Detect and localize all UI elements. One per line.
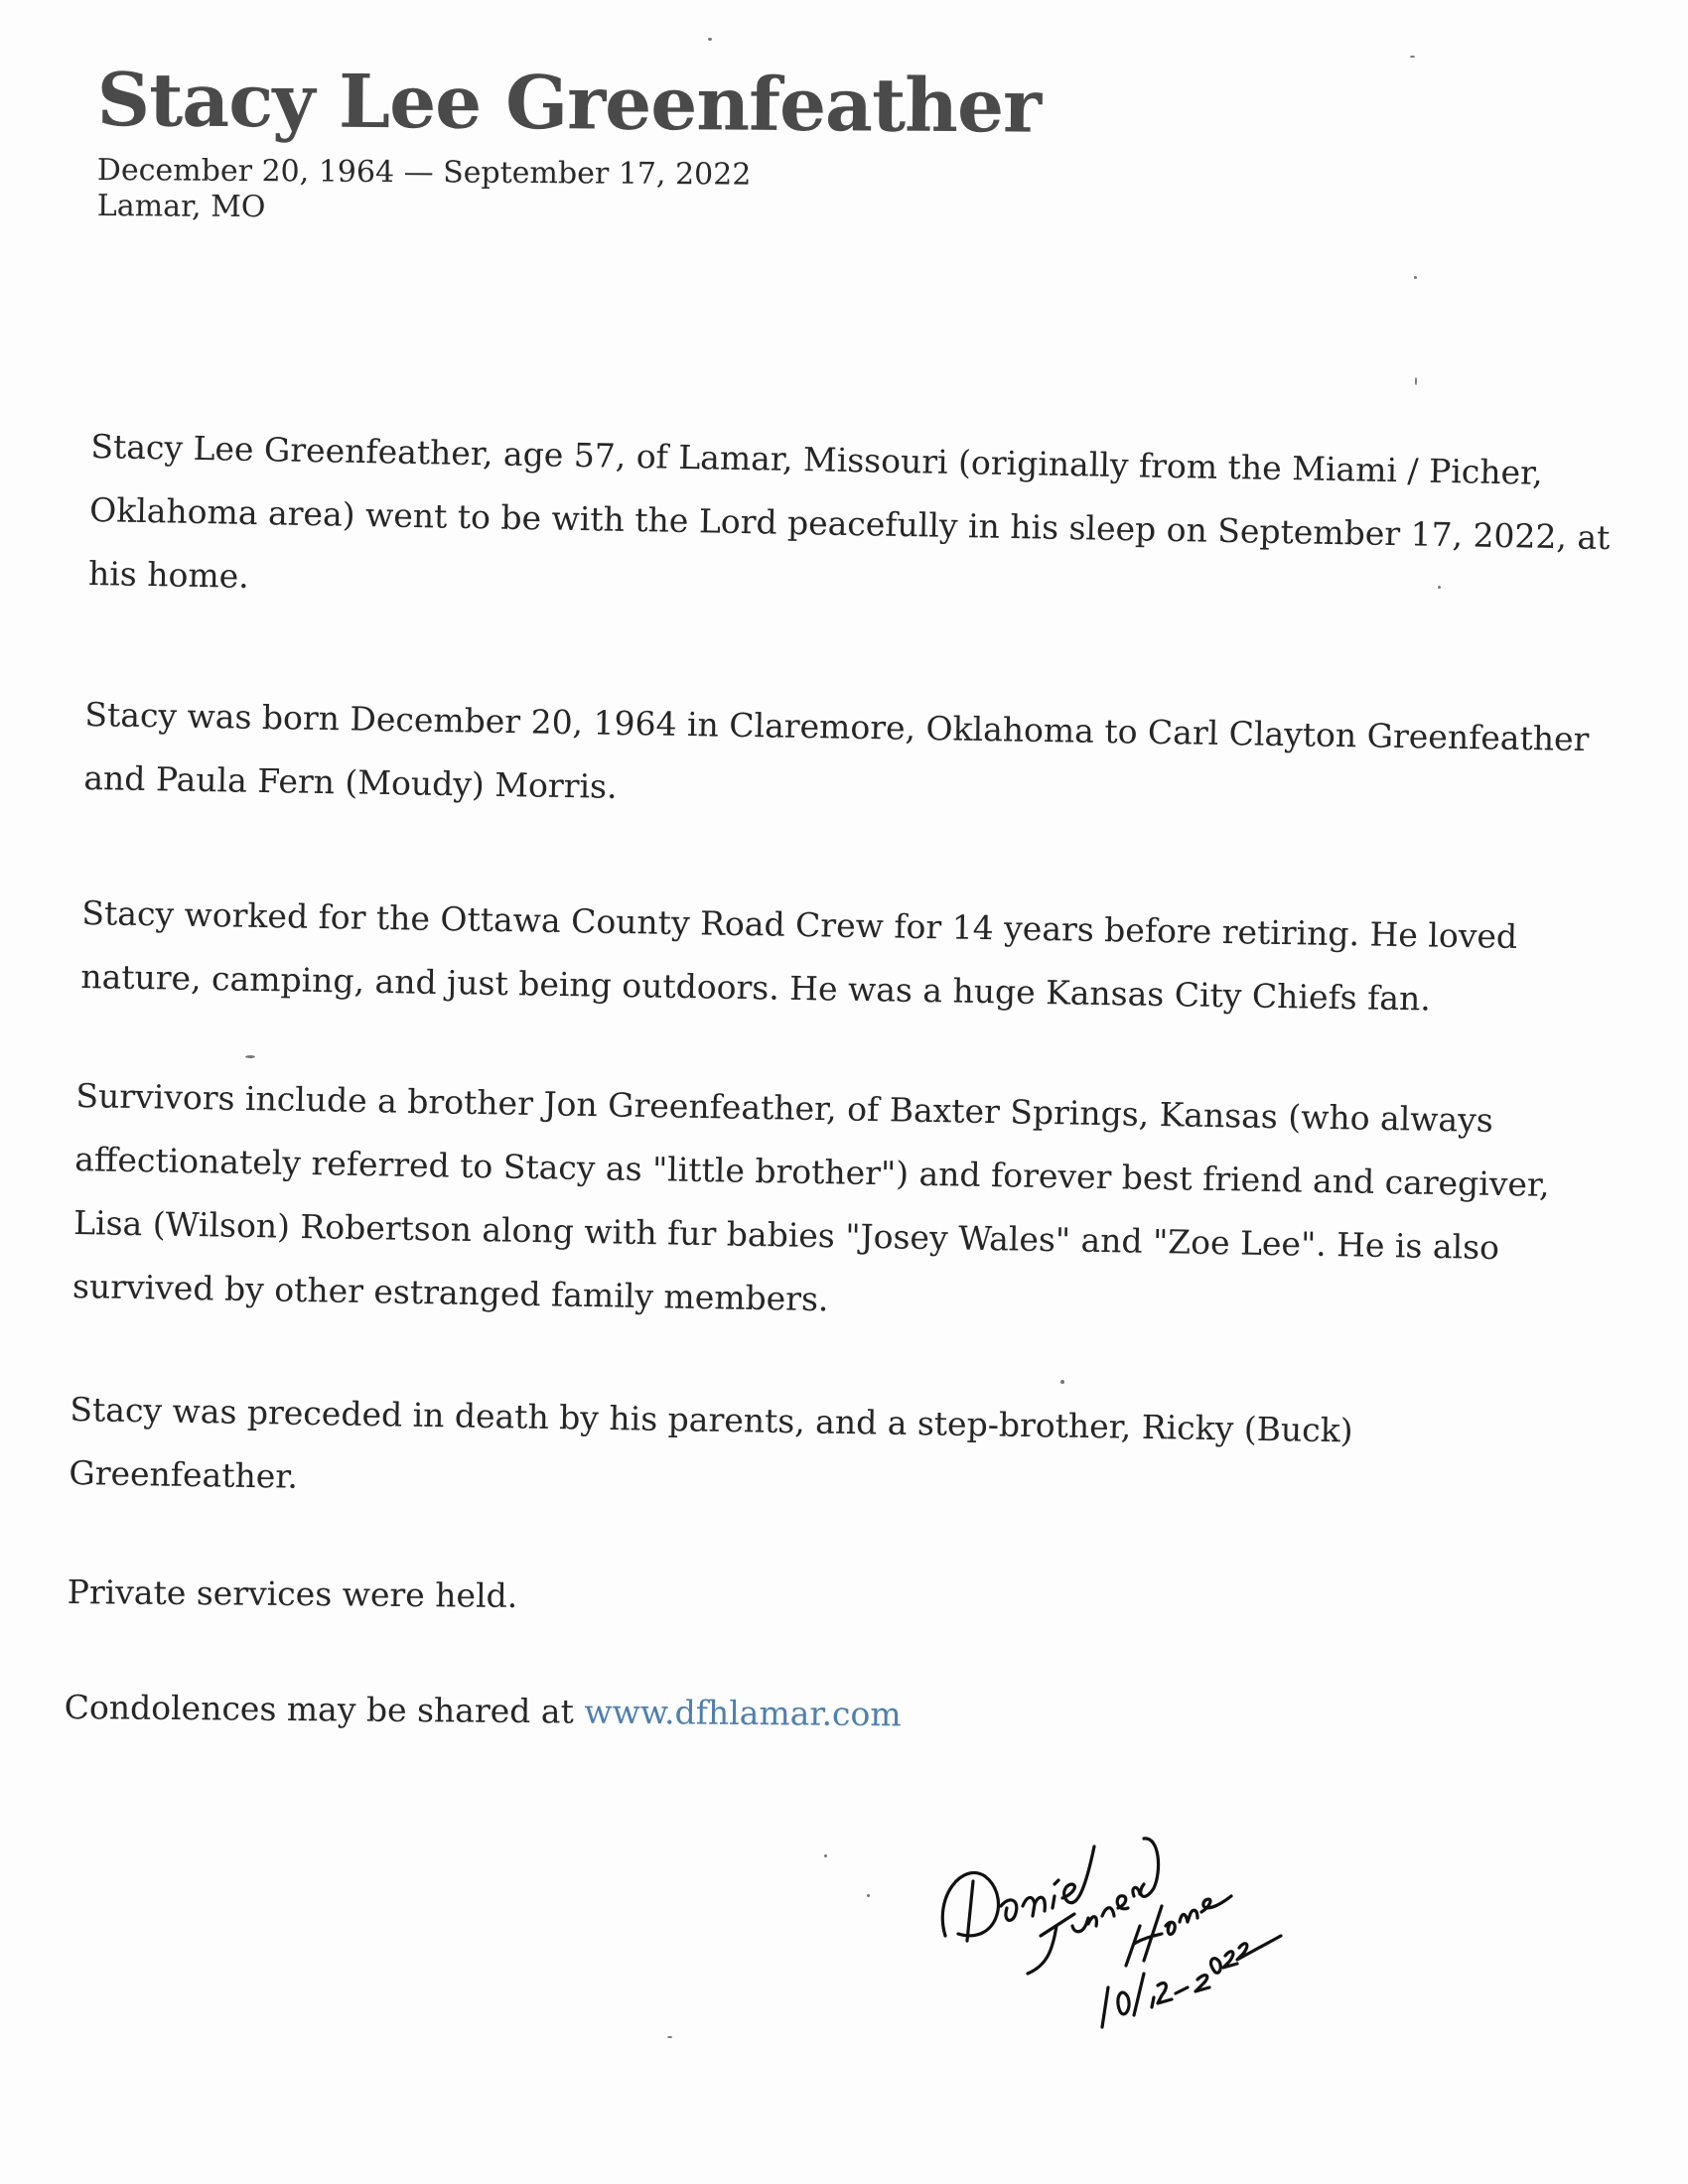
text-line: survived by other estranged family members. [71,1266,829,1319]
text-line: Stacy was born December 20, 1964 in Claremore, Oklahoma to Carl Clayton Greenfeather [84,694,1590,759]
text-line: affectionately referred to Stacy as "little brother") and forever best friend and caregiver, [73,1139,1550,1204]
handwritten-signature [923,1777,1340,2075]
paragraph-intro [87,415,1612,633]
scan-speck [867,1894,870,1897]
scan-speck [1415,377,1417,385]
obituary-title: Stacy Lee Greenfeather [96,58,1042,150]
paragraph-birth [83,683,1590,835]
paragraph-work [80,882,1518,1032]
paragraph-preceded [69,1378,1353,1526]
location: Lamar, MO [96,189,266,225]
scan-speck [1060,1380,1064,1384]
text-line: Oklahoma area) went to be with the Lord peacefully in his sleep on September 17, 2022, at [88,489,1611,558]
signature-stroke-home [1126,1896,1231,1966]
paragraph-survivors [72,1064,1552,1344]
paragraph-services: Private services were held. [67,1571,518,1615]
scan-speck [708,38,712,41]
scan-speck [667,2036,672,2038]
signature-stroke-date [1102,1936,1281,2027]
condolences-text: Condolences may be shared at [64,1687,585,1731]
text-line: his home. [87,553,250,596]
life-dates: December 20, 1964 — September 17, 2022 [96,153,752,193]
scan-speck [1410,56,1415,58]
text-line: Greenfeather. [69,1452,299,1496]
text-line: nature, camping, and just being outdoors. He was a huge Kansas City Chiefs fan. [80,956,1432,1019]
text-line: Stacy worked for the Ottawa County Road Crew for 14 years before retiring. He loved [81,892,1518,956]
text-line: Lisa (Wilson) Robertson along with fur babies "Josey Wales" and "Zoe Lee". He is also [72,1202,1500,1268]
scan-speck [1414,276,1417,279]
scan-speck [824,1854,827,1857]
text-line: Survivors include a brother Jon Greenfeather, of Baxter Springs, Kansas (who always [75,1075,1494,1140]
text-line: Stacy was preceded in death by his parents, and a step-brother, Ricky (Buck) [70,1389,1353,1450]
paragraph-condolences [64,1676,902,1746]
text-line: Stacy Lee Greenfeather, age 57, of Lamar, Missouri (originally from the Miami / Picher, [90,426,1544,492]
condolences-link[interactable]: www.dfhlamar.com [584,1692,902,1734]
scan-speck [1438,586,1441,589]
scan-speck [245,1055,255,1058]
text-line: and Paula Fern (Moudy) Morris. [83,757,618,806]
